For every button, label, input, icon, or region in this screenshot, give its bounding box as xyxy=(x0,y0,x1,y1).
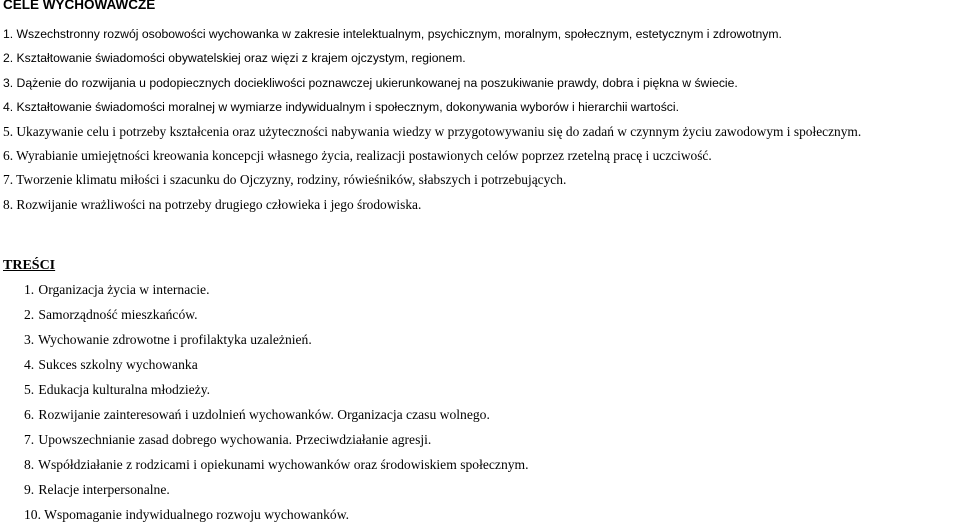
topic-item xyxy=(24,282,529,298)
topic-number: 5. xyxy=(24,382,35,397)
goal-item: 7. Tworzenie klimatu miłości i szacunku do Ojczyzny, rodziny, rówieśników, słabszych i potrzebujących. xyxy=(3,172,567,188)
goals-list xyxy=(3,26,861,221)
topic-number: 10. xyxy=(24,507,41,522)
topic-item xyxy=(24,432,529,448)
topic-item xyxy=(24,482,529,498)
topic-item xyxy=(24,382,529,398)
topic-number: 3. xyxy=(24,332,35,347)
topic-text: Sukces szkolny wychowanka xyxy=(38,357,198,372)
topic-text: Upowszechnianie zasad dobrego wychowania. Przeciwdziałanie agresji. xyxy=(38,432,432,447)
topic-number: 4. xyxy=(24,357,35,372)
topic-text: Relacje interpersonalne. xyxy=(38,482,170,497)
topics-list xyxy=(24,282,529,532)
topic-text: Wspomaganie indywidualnego rozwoju wychowanków. xyxy=(44,507,350,522)
goal-item: 5. Ukazywanie celu i potrzeby kształcenia oraz użyteczności nabywania wiedzy w przygotowywaniu się do zadań w czynnym życiu zawodowym i społecznym. xyxy=(3,123,862,139)
goal-item: 6. Wyrabianie umiejętności kreowania koncepcji własnego życia, realizacji postawionych celów poprzez rzetelną pracę i uczciwość. xyxy=(3,147,712,163)
topic-number: 1. xyxy=(24,282,35,297)
topics-heading: TREŚCI xyxy=(3,258,56,273)
topic-text: Samorządność mieszkańców. xyxy=(38,307,198,322)
goal-item: 4. Kształtowanie świadomości moralnej w wymiarze indywidualnym i społecznym, dokonywania wyborów i hierarchii wartości. xyxy=(3,100,679,115)
goal-item: 3. Dążenie do rozwijania u podopiecznych dociekliwości poznawczej ukierunkowanej na poszukiwanie prawdy, dobra i piękna w świecie. xyxy=(3,75,738,90)
topic-text: Organizacja życia w internacie. xyxy=(38,282,210,297)
goals-heading: CELE WYCHOWAWCZE xyxy=(3,0,156,12)
topic-item xyxy=(24,507,529,523)
topic-number: 6. xyxy=(24,407,35,422)
topic-item xyxy=(24,332,529,348)
topic-number: 2. xyxy=(24,307,35,322)
topic-number: 8. xyxy=(24,457,35,472)
topic-text: Wychowanie zdrowotne i profilaktyka uzależnień. xyxy=(38,332,312,347)
topic-text: Edukacja kulturalna młodzieży. xyxy=(38,382,211,397)
topic-item xyxy=(24,457,529,473)
goal-item: 2. Kształtowanie świadomości obywatelskiej oraz więzi z krajem ojczystym, regionem. xyxy=(3,51,466,66)
topic-number: 7. xyxy=(24,432,35,447)
goal-item: 1. Wszechstronny rozwój osobowości wychowanka w zakresie intelektualnym, psychicznym, moralnym, społecznym, estetycznym i zdrowotnym. xyxy=(3,27,782,41)
topic-text: Rozwijanie zainteresowań i uzdolnień wychowanków. Organizacja czasu wolnego. xyxy=(38,407,490,422)
goal-item: 8. Rozwijanie wrażliwości na potrzeby drugiego człowieka i jego środowiska. xyxy=(3,196,422,212)
topic-item xyxy=(24,407,529,423)
topic-item xyxy=(24,357,529,373)
topic-text: Współdziałanie z rodzicami i opiekunami wychowanków oraz środowiskiem społecznym. xyxy=(38,457,529,472)
topic-number: 9. xyxy=(24,482,35,497)
topic-item xyxy=(24,307,529,323)
